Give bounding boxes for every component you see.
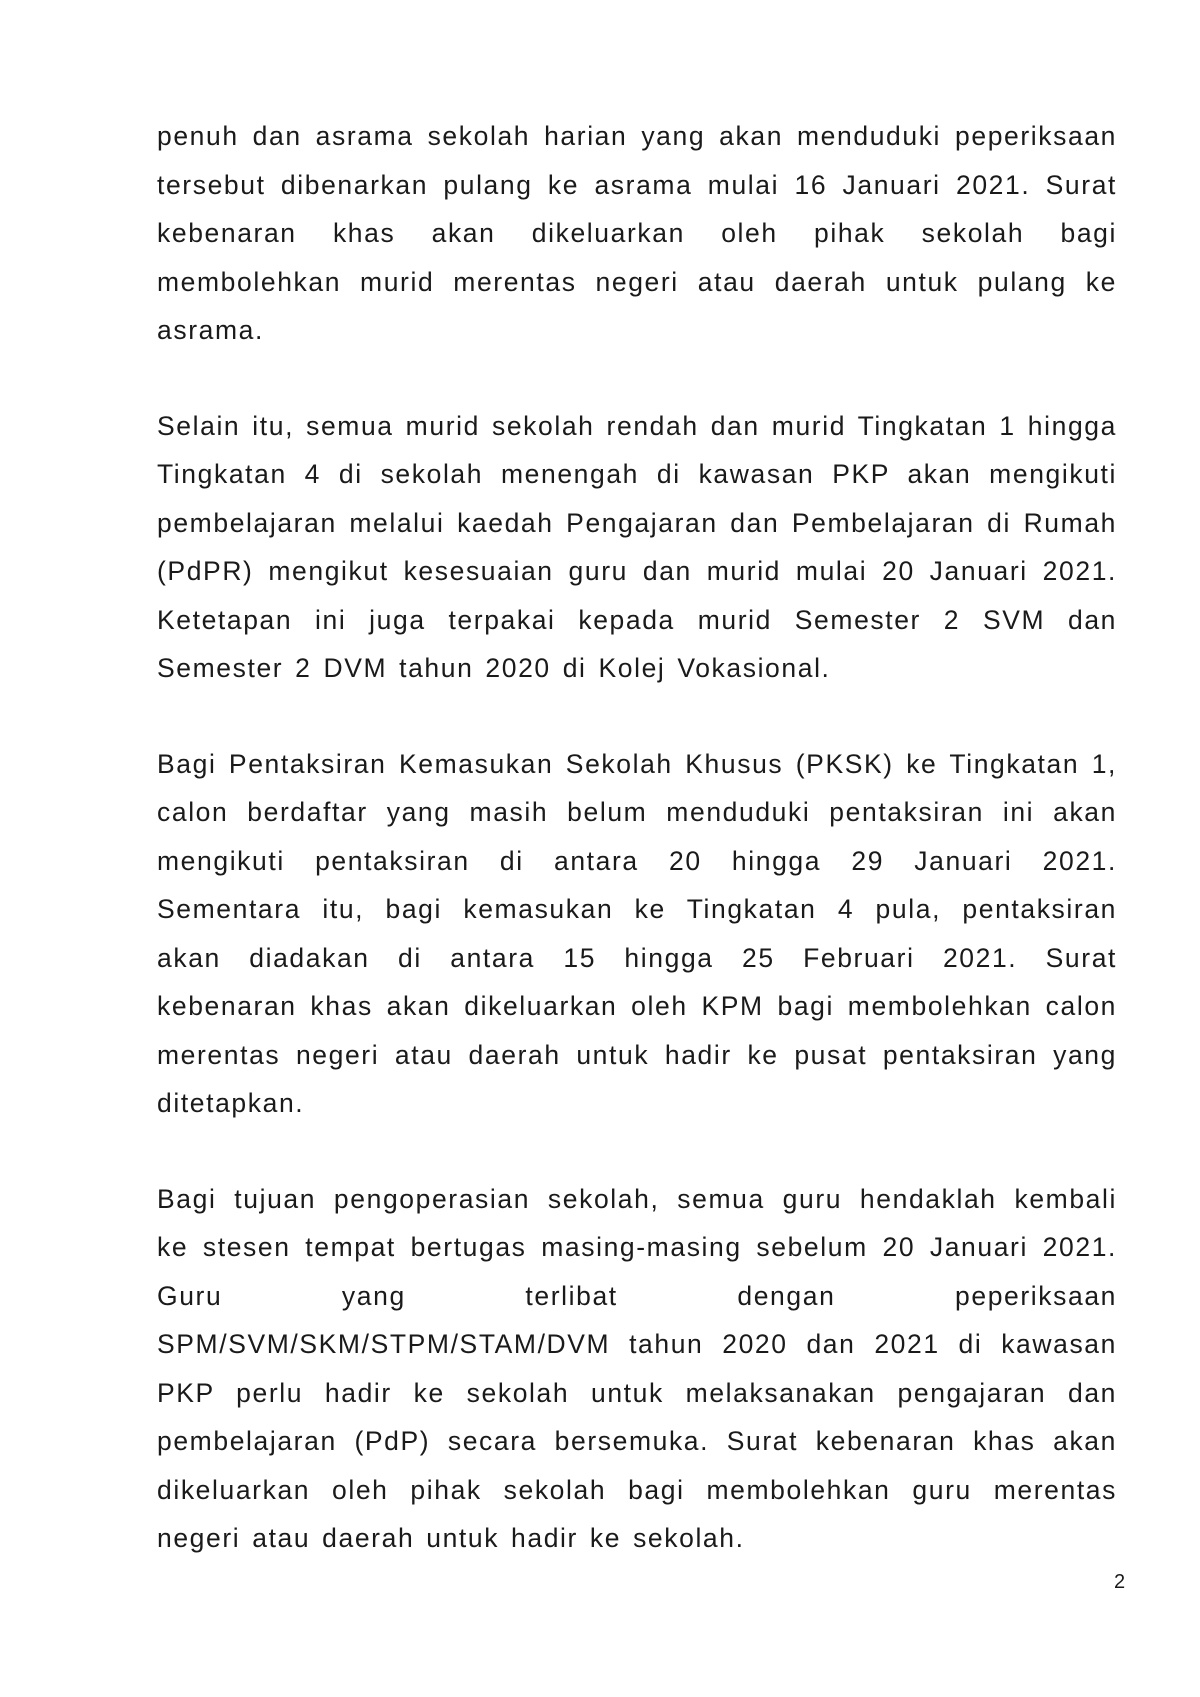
paragraph-2: Selain itu, semua murid sekolah rendah dan murid Tingkatan 1 hingga Tingkatan 4 di sekolah menengah di kawasan PKP akan mengikuti pembelajaran melalui kaedah Pengajaran dan Pembelajaran di Rumah (PdPR) mengikut kesesuaian guru dan murid mulai 20 Januari 2021. Ketetapan ini juga terpakai kepada murid Semester 2 SVM dan Semester 2 DVM tahun 2020 di Kolej Vokasional. — [157, 410, 1117, 683]
document-body — [157, 112, 1117, 1610]
paragraph-1: penuh dan asrama sekolah harian yang akan menduduki peperiksaan tersebut dibenarkan pulang ke asrama mulai 16 Januari 2021. Surat kebenaran khas akan dikeluarkan oleh pihak sekolah bagi membolehkan murid merentas negeri atau daerah untuk pulang ke asrama. — [157, 121, 1117, 345]
paragraph-3: Bagi Pentaksiran Kemasukan Sekolah Khusus (PKSK) ke Tingkatan 1, calon berdaftar yang masih belum menduduki pentaksiran ini akan mengikuti pentaksiran di antara 20 hingga 29 Januari 2021. Sementara itu, bagi kemasukan ke Tingkatan 4 pula, pentaksiran akan diadakan di antara 15 hingga 25 Februari 2021. Surat kebenaran khas akan dikeluarkan oleh KPM bagi membolehkan calon merentas negeri atau daerah untuk hadir ke pusat pentaksiran yang ditetapkan. — [157, 748, 1117, 1118]
page-number: 2 — [1114, 1571, 1126, 1593]
paragraph-4: Bagi tujuan pengoperasian sekolah, semua guru hendaklah kembali ke stesen tempat bertugas masing-masing sebelum 20 Januari 2021. Guru yang terlibat dengan peperiksaan SPM/SVM/SKM/STPM/STAM/DVM tahun 2020 dan 2021 di kawasan PKP perlu hadir ke sekolah untuk melaksanakan pengajaran dan pembelajaran (PdP) secara bersemuka. Surat kebenaran khas akan dikeluarkan oleh pihak sekolah bagi membolehkan guru merentas negeri atau daerah untuk hadir ke sekolah. — [157, 1183, 1117, 1553]
